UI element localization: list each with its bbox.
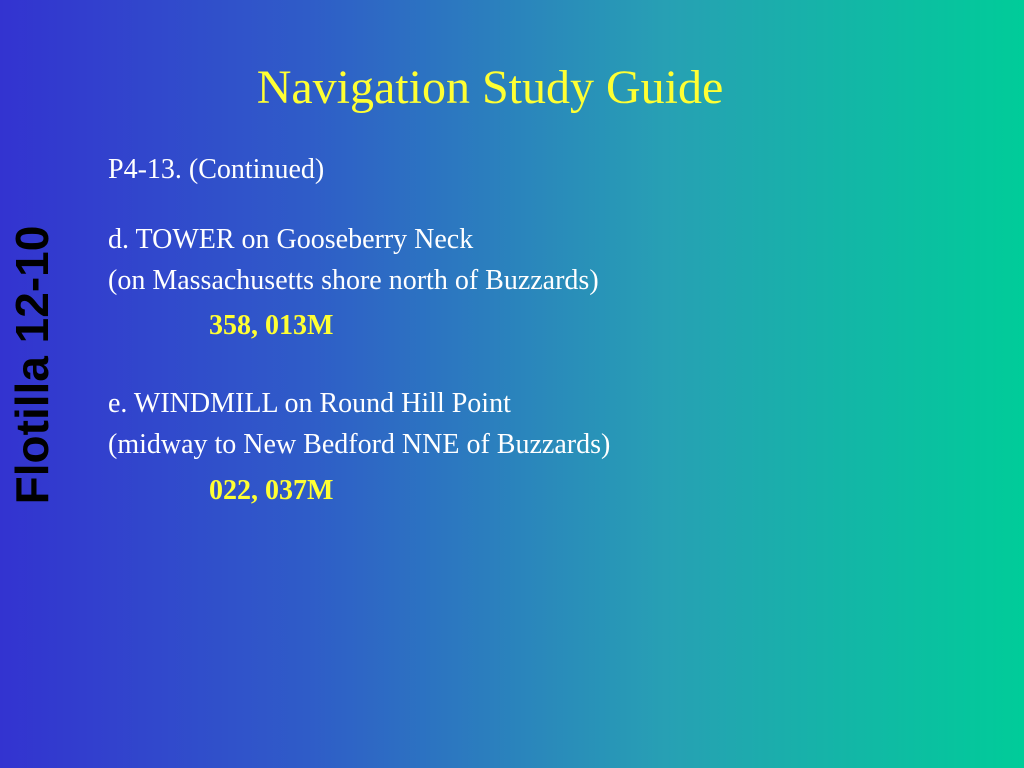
- item-d-answer: 358, 013M: [209, 310, 334, 341]
- flotilla-side-label: Flotilla 12-10: [6, 225, 58, 505]
- item-e-answer: 022, 037M: [209, 475, 334, 506]
- item-d-description: d. TOWER on Gooseberry Neck: [108, 224, 474, 255]
- item-e-description: e. WINDMILL on Round Hill Point: [108, 388, 511, 419]
- question-heading: P4-13. (Continued): [108, 154, 325, 185]
- item-e-location: (midway to New Bedford NNE of Buzzards): [108, 429, 611, 460]
- item-d-location: (on Massachusetts shore north of Buzzards): [108, 265, 599, 296]
- slide-title: Navigation Study Guide: [256, 61, 724, 114]
